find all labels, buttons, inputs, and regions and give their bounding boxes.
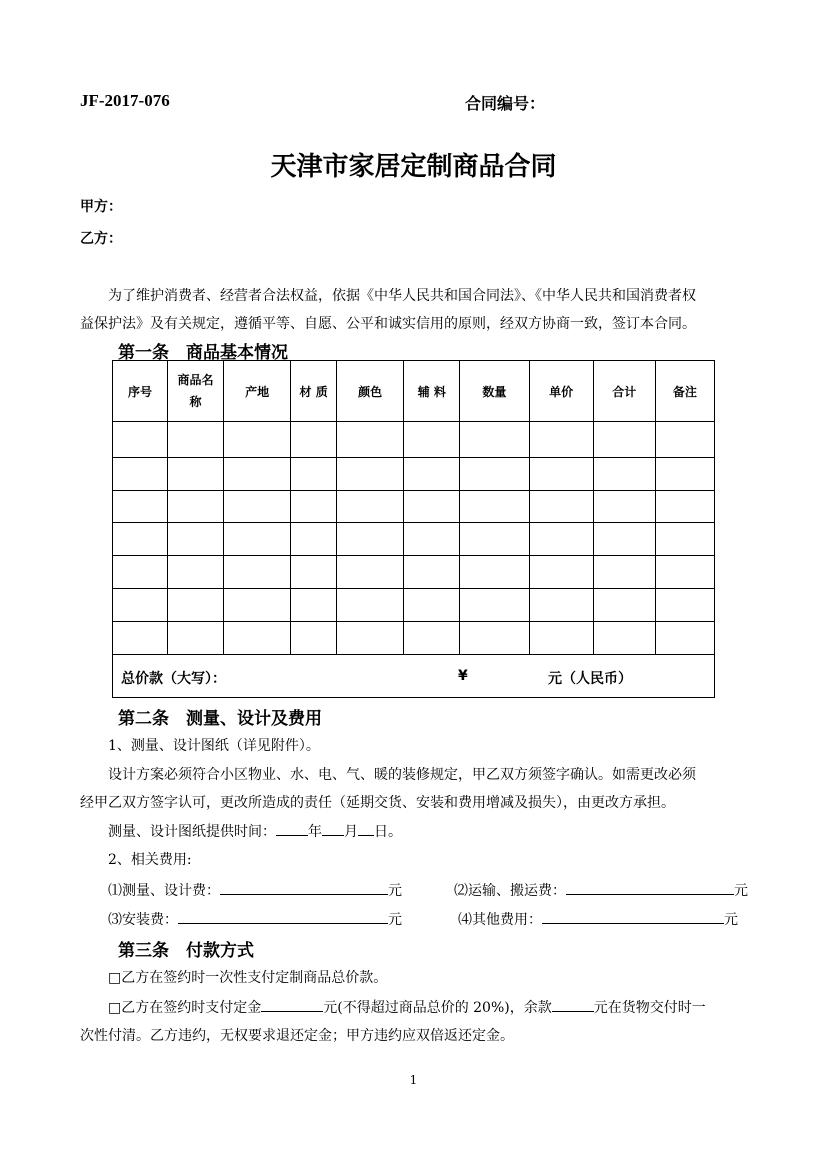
table-cell[interactable] xyxy=(655,422,714,458)
header-cell: 颜色 xyxy=(337,361,404,422)
fee-label: ⑶安装费： xyxy=(108,912,178,928)
table-cell[interactable] xyxy=(337,523,404,556)
table-cell[interactable] xyxy=(168,458,224,491)
table-cell[interactable] xyxy=(593,622,655,655)
article-2-item-2: 2、相关费用: xyxy=(108,852,192,868)
table-cell[interactable] xyxy=(224,556,291,589)
article-3-heading: 第三条 付款方式 xyxy=(118,941,254,961)
table-cell[interactable] xyxy=(113,422,168,458)
deposit-blank[interactable] xyxy=(261,996,323,1012)
balance-blank[interactable] xyxy=(552,996,594,1012)
day-blank[interactable] xyxy=(358,820,374,836)
header-cell: 序号 xyxy=(113,361,168,422)
table-cell[interactable] xyxy=(460,422,529,458)
fee-measure-design xyxy=(108,877,402,905)
table-cell[interactable] xyxy=(337,589,404,622)
year-blank[interactable] xyxy=(276,820,308,836)
table-row xyxy=(113,523,715,556)
table-cell[interactable] xyxy=(404,422,460,458)
table-cell[interactable] xyxy=(113,556,168,589)
contract-code: JF-2017-076 xyxy=(80,91,170,110)
design-line-1: 设计方案必须符合小区物业、水、电、气、暖的装修规定，甲乙双方须签字确认。如需更改必须 xyxy=(108,767,696,783)
table-cell[interactable] xyxy=(113,523,168,556)
fee-label: ⑴测量、设计费： xyxy=(108,883,220,899)
table-cell[interactable] xyxy=(529,422,593,458)
table-cell[interactable] xyxy=(291,458,337,491)
header-cell: 辅 料 xyxy=(404,361,460,422)
day-label: 日。 xyxy=(374,824,402,840)
table-cell[interactable] xyxy=(291,491,337,523)
table-cell[interactable] xyxy=(224,422,291,458)
payment-option-2[interactable] xyxy=(108,994,706,1022)
header-cell: 备注 xyxy=(655,361,714,422)
currency-unit: 元（人民币） xyxy=(548,671,632,687)
table-cell[interactable] xyxy=(460,523,529,556)
fee-other xyxy=(458,906,738,934)
year-label: 年 xyxy=(308,824,322,840)
table-cell[interactable] xyxy=(224,491,291,523)
design-time-line xyxy=(108,818,402,846)
table-cell[interactable] xyxy=(168,622,224,655)
table-cell[interactable] xyxy=(460,622,529,655)
header-cell: 合计 xyxy=(593,361,655,422)
table-cell[interactable] xyxy=(224,622,291,655)
table-cell[interactable] xyxy=(291,556,337,589)
table-cell[interactable] xyxy=(291,422,337,458)
table-header-row xyxy=(113,361,715,422)
table-cell[interactable] xyxy=(337,556,404,589)
table-cell[interactable] xyxy=(224,523,291,556)
option-2-text-a: □乙方在签约时支付定金 xyxy=(108,1000,262,1016)
table-cell[interactable] xyxy=(655,491,714,523)
page-number: 1 xyxy=(409,1073,418,1087)
table-cell[interactable] xyxy=(337,422,404,458)
table-cell[interactable] xyxy=(593,523,655,556)
table-cell[interactable] xyxy=(593,589,655,622)
table-cell[interactable] xyxy=(113,589,168,622)
month-label: 月 xyxy=(344,824,358,840)
table-cell[interactable] xyxy=(529,523,593,556)
yuan-label: 元 xyxy=(388,912,402,928)
fee-install xyxy=(108,906,402,934)
header-cell: 商品名 称 xyxy=(168,361,224,422)
design-line-2: 经甲乙双方签字认可，更改所造成的责任（延期交货、安装和费用增减及损失），由更改方承担。 xyxy=(80,795,675,811)
table-cell[interactable] xyxy=(224,589,291,622)
table-row xyxy=(113,589,715,622)
header-cell: 单价 xyxy=(529,361,593,422)
table-row xyxy=(113,622,715,655)
table-cell[interactable] xyxy=(291,523,337,556)
table-cell[interactable] xyxy=(460,458,529,491)
table-cell[interactable] xyxy=(224,458,291,491)
table-cell[interactable] xyxy=(404,589,460,622)
page-title: 天津市家居定制商品合同 xyxy=(270,152,557,182)
option-2-text-c: 元在货物交付时一 xyxy=(593,1000,706,1016)
table-cell[interactable] xyxy=(460,491,529,523)
table-cell[interactable] xyxy=(337,458,404,491)
intro-line-1: 为了维护消费者、经营者合法权益，依据《中华人民共和国合同法》、《中华人民共和国消费者权 xyxy=(108,288,696,304)
yuan-label: 元 xyxy=(388,883,402,899)
article-2-item-1: 1、测量、设计图纸（详见附件）。 xyxy=(108,738,320,754)
goods-table xyxy=(112,360,715,698)
fee-label: ⑷其他费用： xyxy=(458,912,542,928)
fee-transport xyxy=(454,877,748,905)
table-cell[interactable] xyxy=(593,556,655,589)
table-cell[interactable] xyxy=(529,491,593,523)
table-cell[interactable] xyxy=(113,491,168,523)
table-cell[interactable] xyxy=(113,622,168,655)
yuan-label: 元 xyxy=(734,883,748,899)
table-cell[interactable] xyxy=(529,589,593,622)
table-row xyxy=(113,491,715,523)
table-cell[interactable] xyxy=(337,491,404,523)
payment-option-1[interactable]: □乙方在签约时一次性支付定制商品总价款。 xyxy=(108,970,388,986)
article-1-heading: 第一条 商品基本情况 xyxy=(118,343,288,363)
article-2-heading: 第二条 测量、设计及费用 xyxy=(118,709,322,729)
table-cell[interactable] xyxy=(655,523,714,556)
table-cell[interactable] xyxy=(655,556,714,589)
table-cell[interactable] xyxy=(168,589,224,622)
table-cell[interactable] xyxy=(291,622,337,655)
table-cell[interactable] xyxy=(404,458,460,491)
table-cell[interactable] xyxy=(460,589,529,622)
table-cell[interactable] xyxy=(168,523,224,556)
table-cell[interactable] xyxy=(460,556,529,589)
table-cell[interactable] xyxy=(404,556,460,589)
month-blank[interactable] xyxy=(322,820,344,836)
option-2-text-b: 元(不得超过商品总价的 20%)，余款 xyxy=(323,1000,552,1016)
fee-blank[interactable] xyxy=(178,908,388,924)
table-cell[interactable] xyxy=(337,622,404,655)
table-cell[interactable] xyxy=(593,491,655,523)
fee-blank[interactable] xyxy=(220,879,388,895)
design-time-label: 测量、设计图纸提供时间： xyxy=(108,824,276,840)
header-cell: 材 质 xyxy=(291,361,337,422)
total-row xyxy=(113,655,715,698)
fee-label: ⑵运输、搬运费： xyxy=(454,883,566,899)
table-cell[interactable] xyxy=(529,622,593,655)
contract-number-label: 合同编号： xyxy=(465,94,546,113)
total-cell xyxy=(113,655,715,698)
fee-blank[interactable] xyxy=(566,879,734,895)
currency-symbol: ¥ xyxy=(458,668,468,684)
table-row xyxy=(113,422,715,458)
table-cell[interactable] xyxy=(404,523,460,556)
table-cell[interactable] xyxy=(655,589,714,622)
party-b-label: 乙方： xyxy=(80,231,122,247)
fee-blank[interactable] xyxy=(542,908,724,924)
table-cell[interactable] xyxy=(113,458,168,491)
header-cell: 产地 xyxy=(224,361,291,422)
table-cell[interactable] xyxy=(655,458,714,491)
table-cell[interactable] xyxy=(168,422,224,458)
table-cell[interactable] xyxy=(655,622,714,655)
payment-option-2-line-2: 次性付清。乙方违约，无权要求退还定金；甲方违约应双倍返还定金。 xyxy=(80,1028,514,1044)
table-cell[interactable] xyxy=(404,622,460,655)
table-cell[interactable] xyxy=(529,556,593,589)
table-cell[interactable] xyxy=(529,458,593,491)
table-cell[interactable] xyxy=(291,589,337,622)
party-a-label: 甲方： xyxy=(80,199,122,215)
table-cell[interactable] xyxy=(593,422,655,458)
yuan-label: 元 xyxy=(724,912,738,928)
table-cell[interactable] xyxy=(593,458,655,491)
total-label: 总价款（大写）： xyxy=(121,671,226,687)
table-cell[interactable] xyxy=(168,556,224,589)
table-row xyxy=(113,458,715,491)
header-cell: 数量 xyxy=(460,361,529,422)
table-cell[interactable] xyxy=(168,491,224,523)
intro-line-2: 益保护法》及有关规定，遵循平等、自愿、公平和诚实信用的原则，经双方协商一致，签订本合同。 xyxy=(80,316,696,332)
table-row xyxy=(113,556,715,589)
table-cell[interactable] xyxy=(404,491,460,523)
